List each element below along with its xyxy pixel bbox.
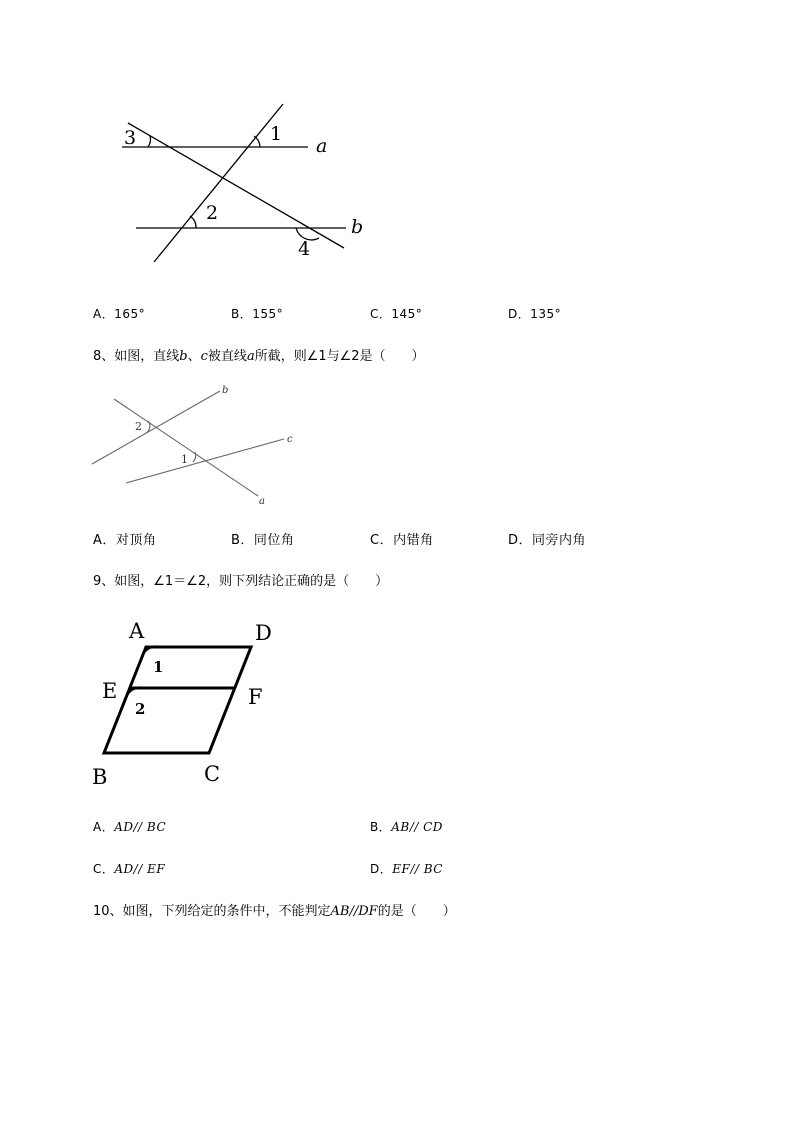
q8-sep: 、 bbox=[187, 349, 201, 364]
q8-option-b[interactable]: B．同位角 bbox=[231, 533, 295, 548]
vertex-a: A bbox=[129, 619, 145, 643]
label-c: c bbox=[287, 434, 293, 445]
vertex-d: D bbox=[255, 621, 272, 645]
label-1: 1 bbox=[270, 123, 283, 145]
q9-option-d-prefix: D． bbox=[370, 862, 393, 876]
q10-text-before: 10、如图，下列给定的条件中，不能判定 bbox=[93, 904, 331, 919]
q8-question bbox=[93, 345, 425, 364]
q8-var-a: a bbox=[246, 349, 255, 364]
q9-option-b-prefix: B． bbox=[370, 820, 392, 834]
point-e: E bbox=[102, 679, 118, 703]
vertex-c: C bbox=[204, 762, 221, 786]
q8-var-b: b bbox=[179, 349, 188, 364]
q8-text-after: 所截，则∠1与∠2是（ ） bbox=[254, 349, 425, 364]
q10-question bbox=[93, 900, 456, 919]
parallelogram-abcd bbox=[104, 647, 251, 753]
label-a: a bbox=[259, 496, 265, 507]
q9-option-a-prefix: A． bbox=[93, 820, 115, 834]
q8-var-c: c bbox=[200, 349, 208, 364]
q8-option-d[interactable]: D．同旁内角 bbox=[508, 533, 587, 548]
q9-option-a-expr: AD// BC bbox=[114, 820, 167, 834]
q8-option-a[interactable]: A．对顶角 bbox=[93, 533, 157, 548]
q8-text-mid: 被直线 bbox=[207, 349, 247, 364]
q9-option-c-prefix: C． bbox=[93, 862, 115, 876]
label-a: a bbox=[316, 135, 328, 157]
q7-option-d[interactable]: D．135° bbox=[508, 307, 562, 321]
vertex-b: B bbox=[92, 765, 108, 789]
label-2: 2 bbox=[135, 420, 142, 433]
q10-expr: AB//DF bbox=[330, 904, 378, 919]
label-2: 2 bbox=[206, 202, 219, 224]
angle-label-2: 2 bbox=[135, 700, 146, 718]
angle-arc-3 bbox=[148, 136, 150, 147]
line-c bbox=[126, 439, 284, 483]
q8-option-c[interactable]: C．内错角 bbox=[370, 533, 434, 548]
transversal-2 bbox=[128, 123, 344, 248]
q9-option-d-expr: EF// BC bbox=[392, 862, 443, 876]
figure-q7 bbox=[110, 95, 380, 270]
q9-option-a[interactable] bbox=[93, 818, 166, 835]
angle-label-1: 1 bbox=[153, 658, 164, 676]
q9-option-b[interactable] bbox=[370, 818, 443, 835]
q8-number: 8、 bbox=[93, 349, 115, 364]
q9-question: 9、如图，∠1＝∠2，则下列结论正确的是（ ） bbox=[93, 574, 389, 589]
line-a bbox=[114, 399, 258, 496]
figure-q9 bbox=[88, 612, 283, 792]
label-3: 3 bbox=[124, 127, 137, 149]
q7-option-b[interactable]: B．155° bbox=[231, 307, 284, 321]
label-b: b bbox=[351, 216, 364, 238]
point-f: F bbox=[248, 685, 263, 709]
label-4: 4 bbox=[298, 238, 311, 260]
label-1: 1 bbox=[181, 453, 188, 466]
q9-option-c-expr: AD// EF bbox=[114, 862, 166, 876]
q9-option-b-expr: AB// CD bbox=[391, 820, 443, 834]
transversal-1 bbox=[154, 104, 283, 262]
q7-option-c[interactable]: C．145° bbox=[370, 307, 423, 321]
q7-option-a[interactable]: A．165° bbox=[93, 307, 146, 321]
figure-q8 bbox=[88, 378, 303, 510]
q9-option-c[interactable] bbox=[93, 860, 165, 877]
label-b: b bbox=[222, 385, 229, 396]
q9-option-d[interactable] bbox=[370, 860, 443, 877]
q8-text-before: 如图，直线 bbox=[114, 349, 180, 364]
q10-text-after: 的是（ ） bbox=[377, 904, 456, 919]
